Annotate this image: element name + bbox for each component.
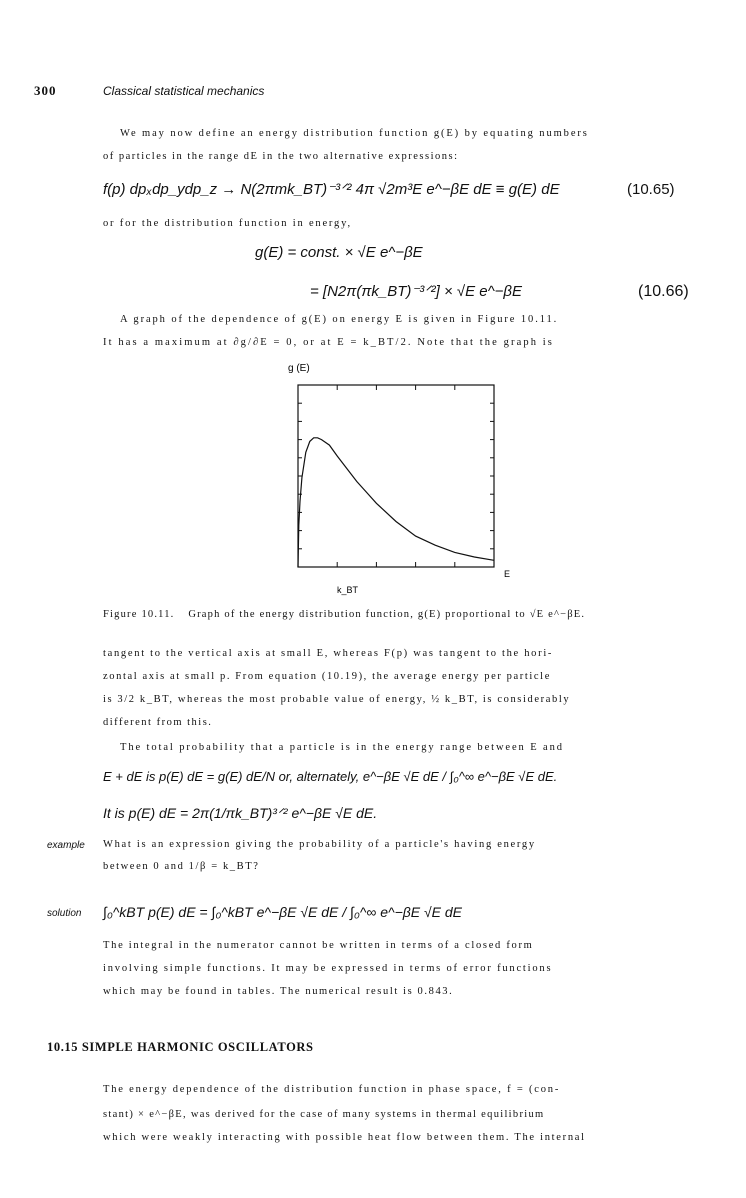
chart-series-line xyxy=(298,438,494,567)
section-line-1: The energy dependence of the distribution function in phase space, f = (con- xyxy=(103,1084,561,1095)
after-fig-line-1: tangent to the vertical axis at small E, whereas F(p) was tangent to the hori- xyxy=(103,648,554,659)
equation-10-66-line-2: = [N2π(πk_BT)⁻³ᐟ²] × √E e^−βE xyxy=(310,283,523,300)
intro-line-1: We may now define an energy distribution function g(E) by equating numbers xyxy=(120,128,589,139)
section-heading: 10.15 SIMPLE HARMONIC OSCILLATORS xyxy=(47,1040,314,1054)
example-line-2: between 0 and 1/β = k_BT? xyxy=(103,861,260,872)
energy-distribution-chart xyxy=(280,355,530,605)
intro-line-2: of particles in the range dE in the two alternative expressions: xyxy=(103,151,459,162)
solution-line-3: which may be found in tables. The numerical result is 0.843. xyxy=(103,986,454,997)
solution-line-2: involving simple functions. It may be expressed in terms of error functions xyxy=(103,963,553,974)
example-label: example xyxy=(47,840,85,851)
page-number: 300 xyxy=(34,83,57,98)
graph-para-line-1: A graph of the dependence of g(E) on energy E is given in Figure 10.11. xyxy=(120,314,559,325)
chart-x-tick-label: k_BT xyxy=(337,585,359,595)
figure-caption-label: Figure 10.11. xyxy=(103,609,175,620)
figure-caption-text: Graph of the energy distribution function, g(E) proportional to √E e^−βE. xyxy=(188,609,586,620)
equation-10-65: f(p) dpₓdp_ydp_z → N(2πmk_BT)⁻³ᐟ² 4π √2m³E e^−βE dE ≡ g(E) dE xyxy=(103,181,560,198)
total-prob-line-2: E + dE is p(E) dE = g(E) dE/N or, alternately, e^−βE √E dE / ∫₀^∞ e^−βE √E dE. xyxy=(103,769,558,784)
section-line-3: which were weakly interacting with possible heat flow between them. The internal xyxy=(103,1132,586,1143)
equation-10-66-line-1: g(E) = const. × √E e^−βE xyxy=(255,244,423,261)
solution-line-1: The integral in the numerator cannot be written in terms of a closed form xyxy=(103,940,534,951)
example-line-1: What is an expression giving the probability of a particle's having energy xyxy=(103,839,536,850)
after-fig-line-2: zontal axis at small p. From equation (10.19), the average energy per particle xyxy=(103,671,551,682)
or-line: or for the distribution function in energy, xyxy=(103,218,352,229)
equation-number-10-66: (10.66) xyxy=(638,283,689,300)
running-title: Classical statistical mechanics xyxy=(103,84,265,98)
chart-frame xyxy=(298,385,494,567)
solution-label: solution xyxy=(47,908,82,919)
chart-x-axis-label: E xyxy=(504,569,511,579)
total-prob-line-1: The total probability that a particle is in the energy range between E and xyxy=(120,742,564,753)
section-line-2: stant) × e^−βE, was derived for the case of many systems in thermal equilibrium xyxy=(103,1109,545,1120)
solution-equation: ∫₀^kBT p(E) dE = ∫₀^kBT e^−βE √E dE / ∫₀^∞ e^−βE √E dE xyxy=(103,904,463,920)
graph-para-line-2: It has a maximum at ∂g/∂E = 0, or at E = k_BT/2. Note that the graph is xyxy=(103,337,554,348)
total-prob-line-3: It is p(E) dE = 2π(1/πk_BT)³ᐟ² e^−βE √E dE. xyxy=(103,805,378,821)
after-fig-line-4: different from this. xyxy=(103,717,213,728)
equation-number-10-65: (10.65) xyxy=(627,181,675,198)
chart-y-axis-label: g (E) xyxy=(288,363,310,374)
after-fig-line-3: is 3/2 k_BT, whereas the most probable value of energy, ½ k_BT, is considerably xyxy=(103,694,571,705)
figure-caption xyxy=(103,609,585,620)
